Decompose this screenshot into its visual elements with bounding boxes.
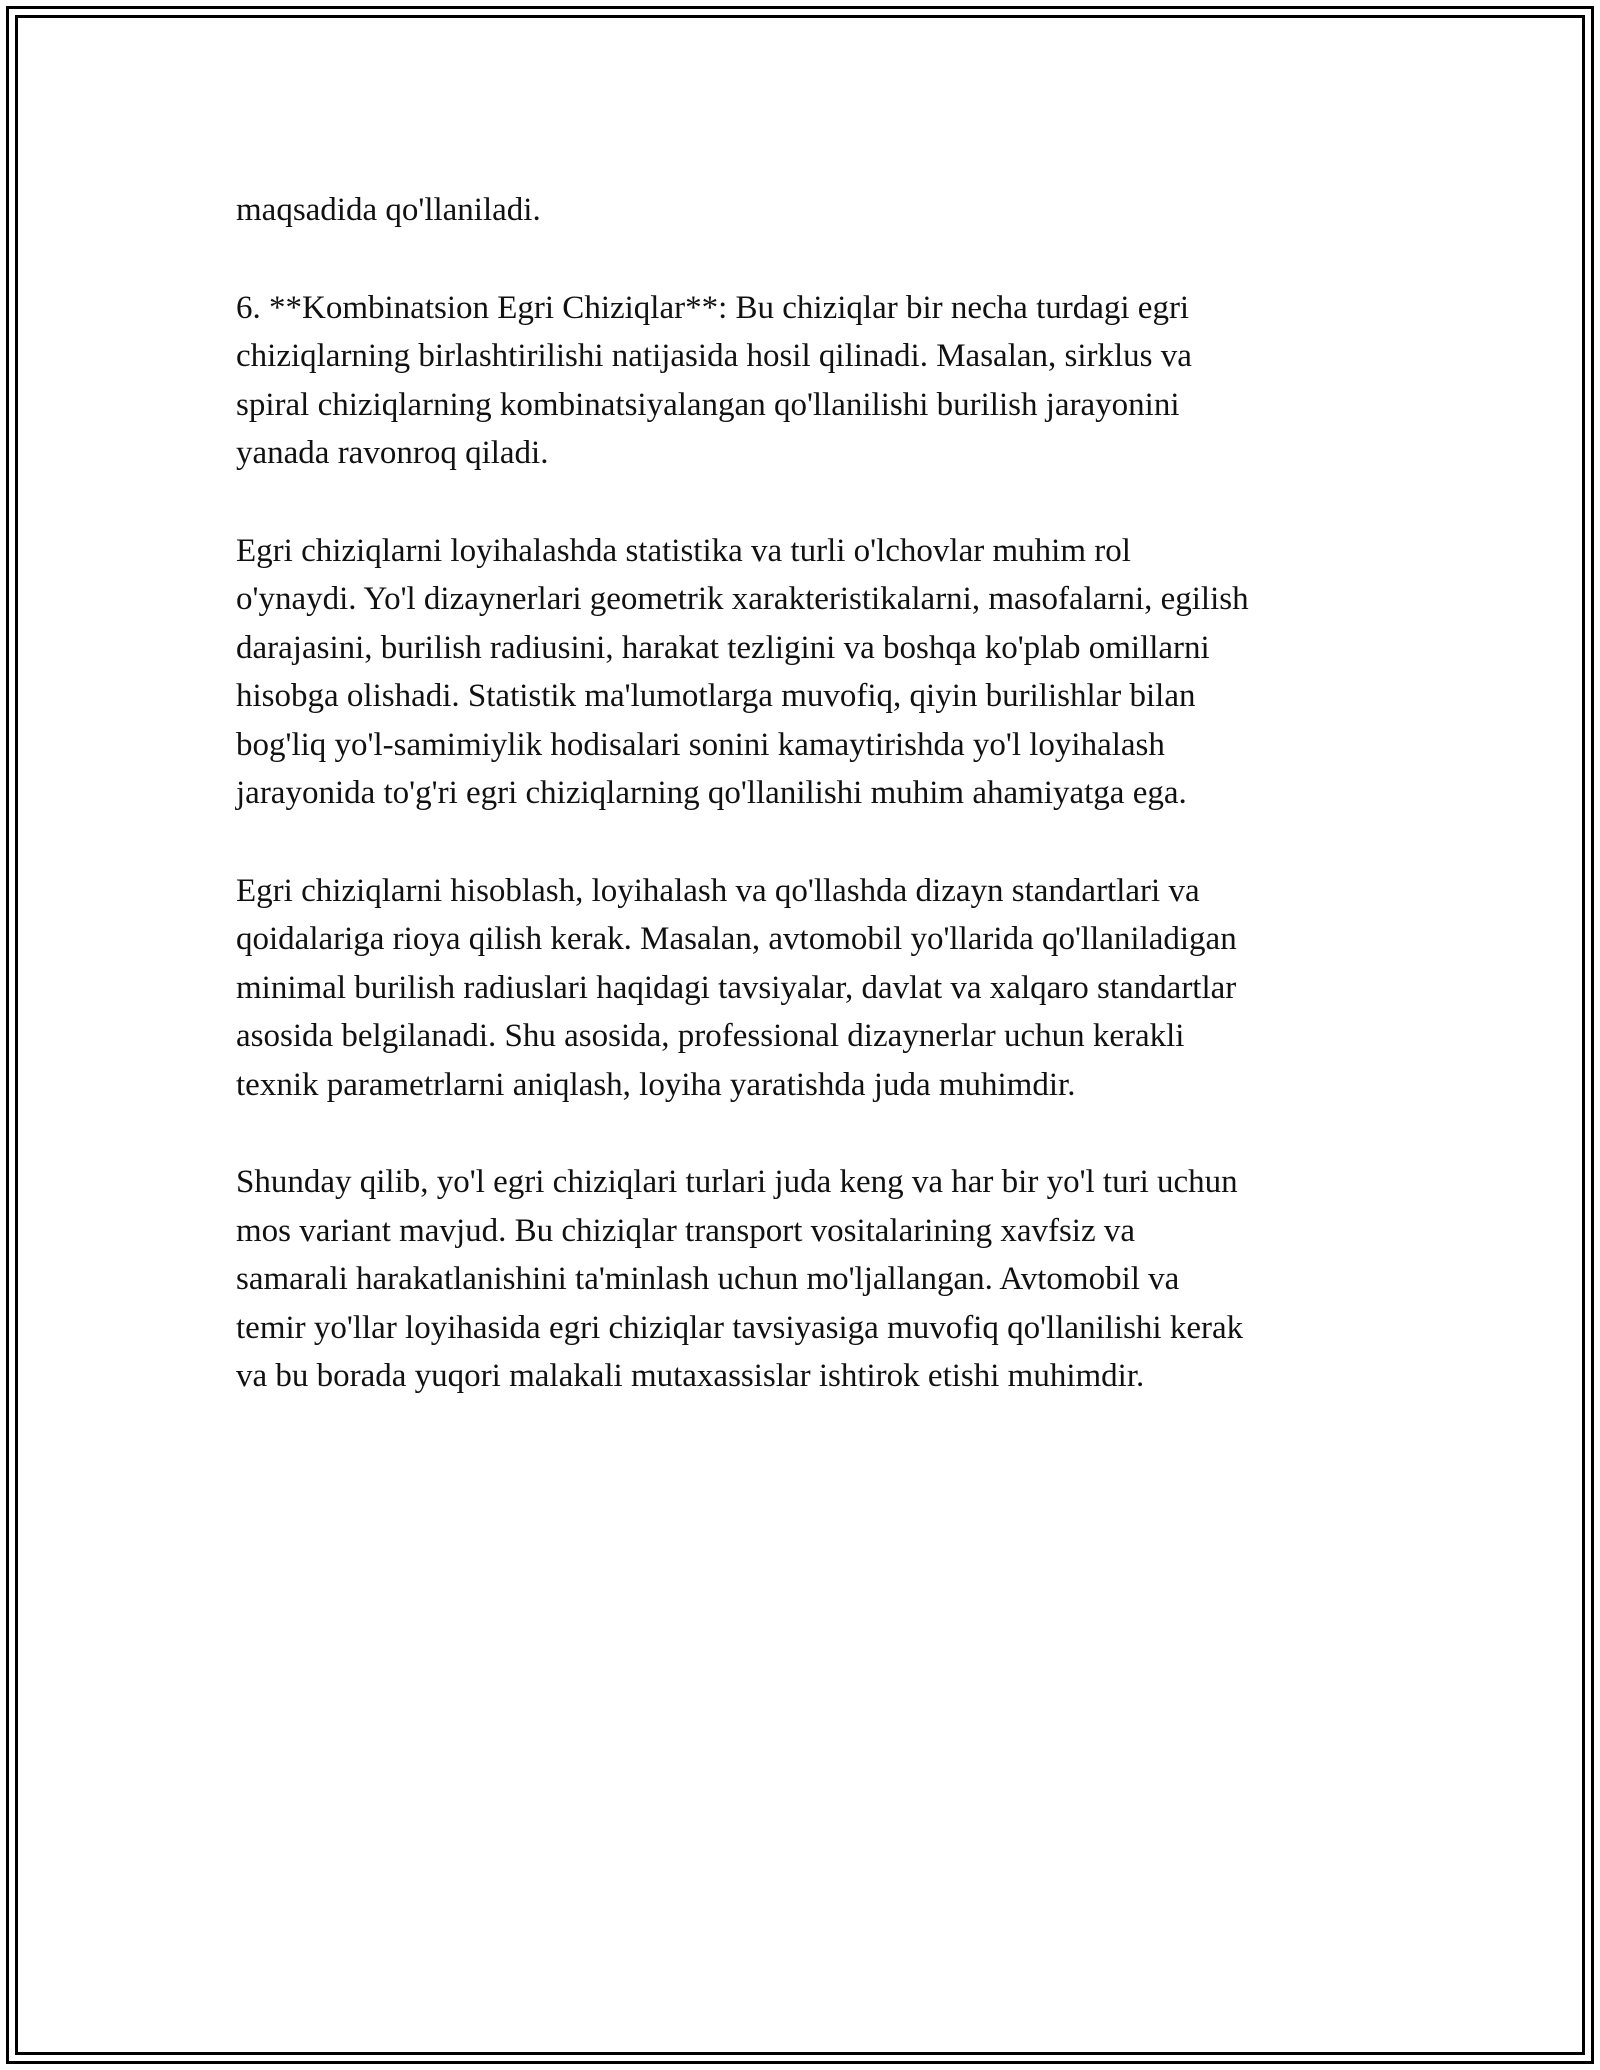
document-body (236, 186, 1376, 1450)
paragraph-continuation: maqsadida qo'llaniladi. (236, 192, 541, 228)
paragraph-standards: Egri chiziqlarni hisoblash, loyihalash va qo'llashda dizayn standartlari va qoidalariga rioya qilish kerak. Masalan, avtomobil yo'llarida qo'llaniladigan minimal burilish radiuslari haqidagi tavsiyalar, davlat va xalqaro standartlar asosida belgilanadi. Shu asosida, professional dizaynerlar uchun kerakli texnik parametrlarni aniqlash, loyiha yaratishda juda muhimdir. (236, 872, 1237, 1103)
paragraph-combination-curves: 6. **Kombinatsion Egri Chiziqlar**: Bu chiziqlar bir necha turdagi egri chiziqlarning birlashtirilishi natijasida hosil qilinadi. Masalan, sirklus va spiral chiziqlarning kombinatsiyalangan qo'llanilishi burilish jarayonini yanada ravonroq qiladi. (236, 289, 1192, 471)
paragraph-conclusion: Shunday qilib, yo'l egri chiziqlari turlari juda keng va har bir yo'l turi uchun mos variant mavjud. Bu chiziqlar transport vositalarining xavfsiz va samarali harakatlanishini ta'minlash uchun mo'ljallangan. Avtomobil va temir yo'llar loyihasida egri chiziqlar tavsiyasiga muvofiq qo'llanilishi kerak va bu borada yuqori malakali mutaxassislar ishtirok etishi muhimdir. (236, 1164, 1244, 1394)
paragraph-statistics: Egri chiziqlarni loyihalashda statistika va turli o'lchovlar muhim rol o'ynaydi. Yo'l dizaynerlari geometrik xarakteristikalarni, masofalarni, egilish darajasini, burilish radiusini, harakat tezligini va boshqa ko'plab omillarni hisobga olishadi. Statistik ma'lumotlarga muvofiq, qiyin burilishlar bilan bog'liq yo'l-samimiylik hodisalari sonini kamaytirishda yo'l loyihalash jarayonida to'g'ri egri chiziqlarning qo'llanilishi muhim ahamiyatga ega. (236, 532, 1249, 811)
